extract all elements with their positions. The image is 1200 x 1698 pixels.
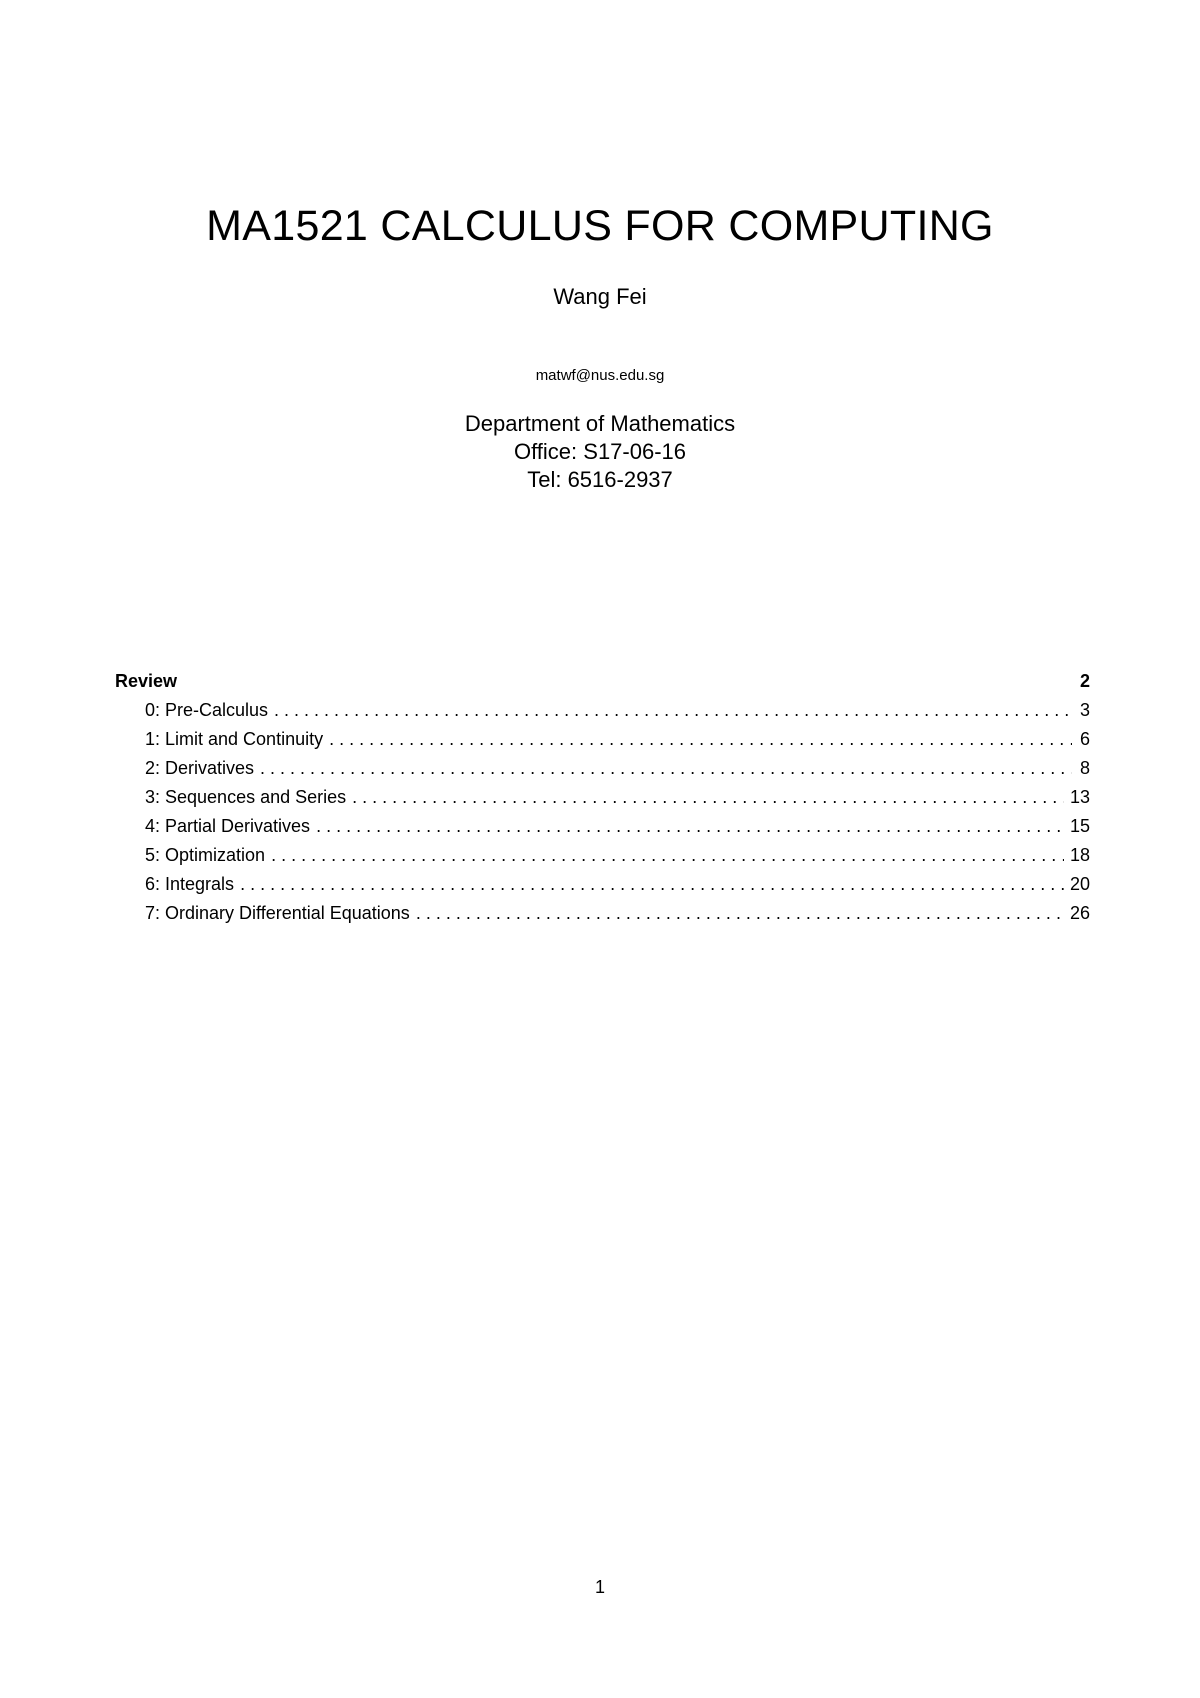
toc-entry-page: 18 (1069, 845, 1090, 865)
toc-entry[interactable] (115, 696, 1090, 725)
author-name: Wang Fei (553, 284, 647, 309)
toc-entry-label: 7: Ordinary Differential Equations (145, 903, 410, 923)
toc-entry-label: 0: Pre-Calculus (145, 700, 269, 720)
document-title: MA1521 CALCULUS FOR COMPUTING (206, 202, 994, 250)
toc-entry-label: 3: Sequences and Series (145, 787, 347, 807)
table-of-contents (115, 667, 1090, 928)
toc-dot-leader (271, 841, 1064, 870)
toc-entry[interactable] (115, 783, 1090, 812)
author-email: matwf@nus.edu.sg (535, 367, 665, 384)
toc-entry-label: 5: Optimization (145, 845, 266, 865)
toc-entry[interactable] (115, 725, 1090, 754)
toc-entry-page: 6 (1079, 729, 1090, 749)
toc-dot-leader (416, 899, 1064, 928)
toc-entry-label: 4: Partial Derivatives (145, 816, 311, 836)
toc-dot-leader (274, 696, 1072, 725)
toc-entry-page: 8 (1079, 758, 1090, 778)
toc-entry[interactable] (115, 870, 1090, 899)
toc-dot-leader (240, 870, 1064, 899)
toc-section-page: 2 (1079, 671, 1090, 691)
toc-entry-page: 13 (1069, 787, 1090, 807)
toc-section-review[interactable] (115, 667, 1090, 696)
office-info: Office: S17-06-16 (513, 439, 687, 464)
toc-entry-page: 3 (1079, 700, 1090, 720)
toc-section-label: Review (115, 671, 178, 691)
toc-dot-leader (260, 754, 1072, 783)
toc-entry[interactable] (115, 754, 1090, 783)
toc-dot-leader (352, 783, 1064, 812)
toc-entry-label: 6: Integrals (145, 874, 235, 894)
toc-entry[interactable] (115, 841, 1090, 870)
toc-entry-label: 2: Derivatives (145, 758, 255, 778)
department-name: Department of Mathematics (464, 411, 736, 436)
toc-dot-leader (316, 812, 1064, 841)
toc-entry-page: 20 (1069, 874, 1090, 894)
contact-block (0, 410, 1200, 494)
telephone-info: Tel: 6516-2937 (527, 467, 673, 492)
toc-entry-page: 26 (1069, 903, 1090, 923)
toc-entry[interactable] (115, 899, 1090, 928)
toc-entry-label: 1: Limit and Continuity (145, 729, 324, 749)
toc-entry[interactable] (115, 812, 1090, 841)
toc-dot-leader (329, 725, 1072, 754)
toc-entry-page: 15 (1069, 816, 1090, 836)
page-number: 1 (594, 1577, 605, 1597)
